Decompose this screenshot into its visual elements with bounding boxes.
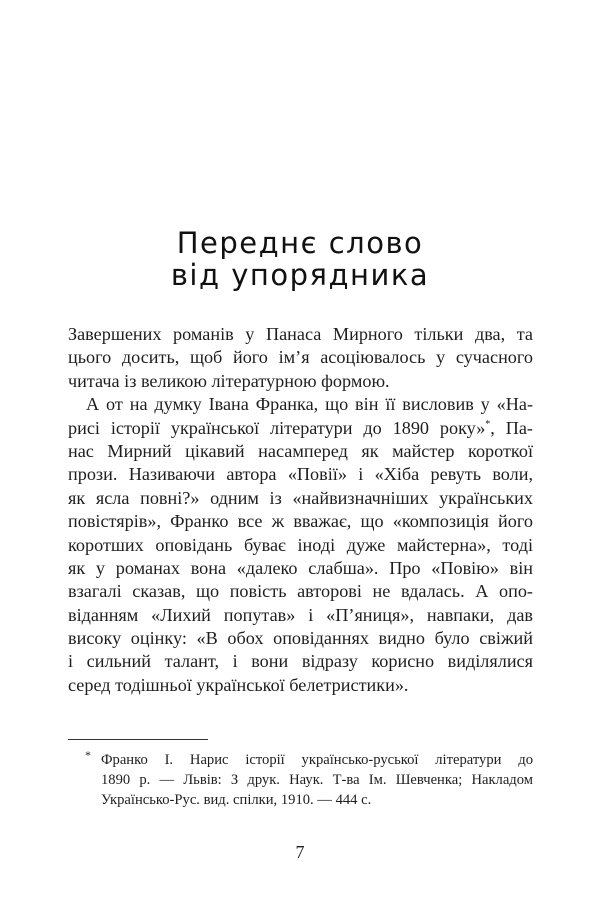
body-line <box>68 417 533 440</box>
footnote-divider <box>68 739 208 740</box>
body-line: повістярів», Франко все ж вважає, що «композиція його <box>68 511 533 532</box>
footnote-line: 1890 р. — Львів: З друк. Наук. Т-ва Ім. Шевченка; Накладом <box>101 772 533 788</box>
body-line: читача із великою літературною формою. <box>68 370 390 391</box>
body-line: як у романах вона «далеко слабша». Про «Повію» він <box>68 557 533 578</box>
body-line: і сильний талант, і вони відразу корисно виділялися <box>68 651 533 672</box>
body-line: взагалі сказав, що повість авторові не вдалась. А опо- <box>68 581 533 602</box>
chapter-title-line-2: від упорядника <box>170 258 430 292</box>
body-line: Завершених романів у Панаса Мирного тільки два, та <box>68 324 533 344</box>
body-line: високу оцінку: «В обох оповіданнях видно було свіжий <box>68 628 533 649</box>
body-line: коротших оповідань буває іноді дуже майстерна», тоді <box>68 534 533 555</box>
body-line: нас Мирний цікавий насамперед як майстер короткої <box>68 440 533 461</box>
body-line: як ясла повні?» одним із «найвизначніших українських <box>68 487 533 508</box>
body-line-text: рисі історії української літератури до 1890 року» <box>68 417 486 438</box>
body-line-text: , Па- <box>490 417 533 438</box>
body-line: серед тодішньої української белетристики». <box>68 674 409 695</box>
footnote-marker: * <box>85 748 91 762</box>
footnote-line: Франко І. Нарис історії українсько-руської літератури до <box>101 752 533 768</box>
body-line: прози. Називаючи автора «Повії» і «Хіба ревуть воли, <box>68 464 533 485</box>
body-line: віданням «Лихий попутав» і «П’яниця», навпаки, дав <box>68 604 533 625</box>
body-line: цього досить, щоб його ім’я асоціювалось у сучасного <box>68 347 533 368</box>
page-number: 7 <box>295 842 305 862</box>
footnote-reference: * <box>485 418 491 430</box>
body-line: А от на думку Івана Франка, що він її висловив у «На- <box>86 394 533 415</box>
body-text <box>68 323 533 697</box>
chapter-title-line-1: Переднє слово <box>176 226 424 260</box>
footnote <box>101 750 533 810</box>
footnote-line: Українсько-Рус. вид. спілки, 1910. — 444 с. <box>101 792 372 808</box>
